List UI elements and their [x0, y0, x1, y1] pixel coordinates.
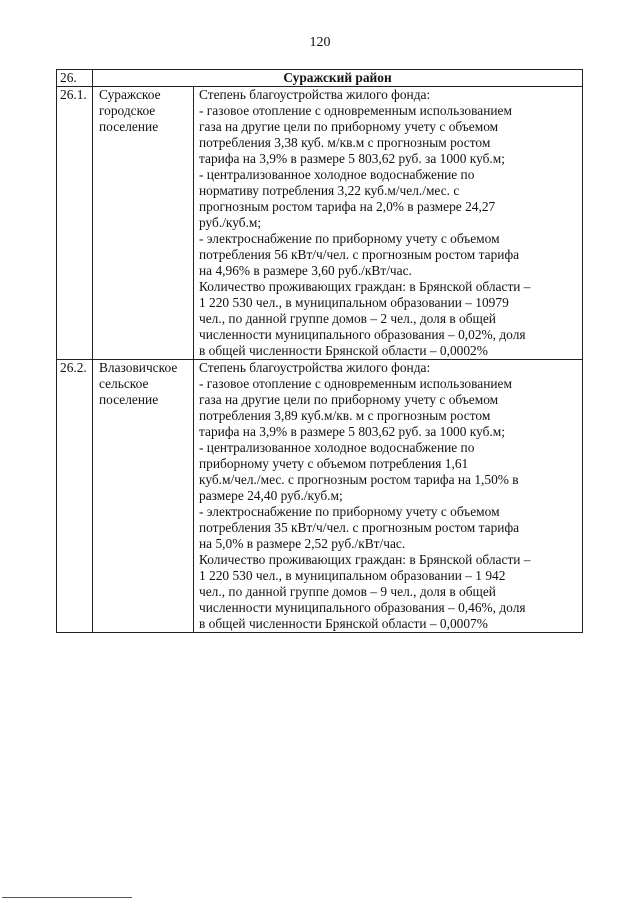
region-title: Суражский район — [93, 70, 583, 87]
settlement-description — [194, 360, 583, 633]
settlement-description — [194, 87, 583, 360]
description-line: куб.м/чел./мес. с прогнозным ростом тарифа на 1,50% в — [199, 472, 519, 487]
description-line: - электроснабжение по приборному учету с объемом — [199, 504, 500, 519]
description-line: тарифа на 3,9% в размере 5 803,62 руб. за 1000 куб.м; — [199, 151, 505, 166]
description-line: в общей численности Брянской области – 0,0002% — [199, 343, 488, 358]
description-line: - централизованное холодное водоснабжение по — [199, 440, 475, 455]
description-line: - газовое отопление с одновременным использованием — [199, 103, 512, 118]
description-line: размере 24,40 руб./куб.м; — [199, 488, 343, 503]
description-line: приборному учету с объемом потребления 1,61 — [199, 456, 469, 471]
tariff-table — [56, 69, 583, 633]
settlement-name-line: сельское — [99, 376, 149, 391]
settlement-name-line: поселение — [99, 392, 159, 407]
table-row — [57, 360, 583, 633]
description-line: потребления 35 кВт/ч/чел. с прогнозным ростом тарифа — [199, 520, 520, 535]
description-line: тарифа на 3,9% в размере 5 803,62 руб. за 1000 куб.м; — [199, 424, 505, 439]
row-number: 26.2. — [57, 360, 93, 633]
description-line: Количество проживающих граждан: в Брянской области – — [199, 279, 531, 294]
description-line: численности муниципального образования – 0,02%, доля — [199, 327, 526, 342]
description-line: Степень благоустройства жилого фонда: — [199, 87, 431, 102]
settlement-name — [93, 87, 194, 360]
description-line: потребления 56 кВт/ч/чел. с прогнозным ростом тарифа — [199, 247, 520, 262]
settlement-name-line: Влазовичское — [99, 360, 178, 375]
region-header-row — [57, 70, 583, 87]
description-line: чел., по данной группе домов – 2 чел., доля в общей — [199, 311, 496, 326]
region-number: 26. — [57, 70, 93, 87]
description-line: потребления 3,38 куб. м/кв.м с прогнозным ростом — [199, 135, 491, 150]
description-line: 1 220 530 чел., в муниципальном образовании – 10979 — [199, 295, 509, 310]
row-number: 26.1. — [57, 87, 93, 360]
description-line: газа на другие цели по приборному учету с объемом — [199, 392, 499, 407]
description-line: Количество проживающих граждан: в Брянской области – — [199, 552, 531, 567]
description-line: 1 220 530 чел., в муниципальном образовании – 1 942 — [199, 568, 506, 583]
description-line: прогнозным ростом тарифа на 2,0% в размере 24,27 — [199, 199, 496, 214]
description-line: на 5,0% в размере 2,52 руб./кВт/час. — [199, 536, 406, 551]
page-number: 120 — [309, 35, 331, 50]
description-line: газа на другие цели по приборному учету с объемом — [199, 119, 499, 134]
settlement-name-line: городское — [99, 103, 156, 118]
description-line: на 4,96% в размере 3,60 руб./кВт/час. — [199, 263, 412, 278]
description-line: нормативу потребления 3,22 куб.м/чел./мес. с — [199, 183, 460, 198]
description-line: - электроснабжение по приборному учету с объемом — [199, 231, 500, 246]
description-line: потребления 3,89 куб.м/кв. м с прогнозным ростом — [199, 408, 491, 423]
description-line: численности муниципального образования – 0,46%, доля — [199, 600, 526, 615]
description-line: руб./куб.м; — [199, 215, 262, 230]
description-line: в общей численности Брянской области – 0,0007% — [199, 616, 488, 631]
table-row — [57, 87, 583, 360]
settlement-name-line: Суражское — [99, 87, 161, 102]
description-line: - газовое отопление с одновременным использованием — [199, 376, 512, 391]
description-line: чел., по данной группе домов – 9 чел., доля в общей — [199, 584, 496, 599]
settlement-name-line: поселение — [99, 119, 159, 134]
description-line: Степень благоустройства жилого фонда: — [199, 360, 431, 375]
footnote-divider — [2, 897, 132, 898]
settlement-name — [93, 360, 194, 633]
description-line: - централизованное холодное водоснабжение по — [199, 167, 475, 182]
